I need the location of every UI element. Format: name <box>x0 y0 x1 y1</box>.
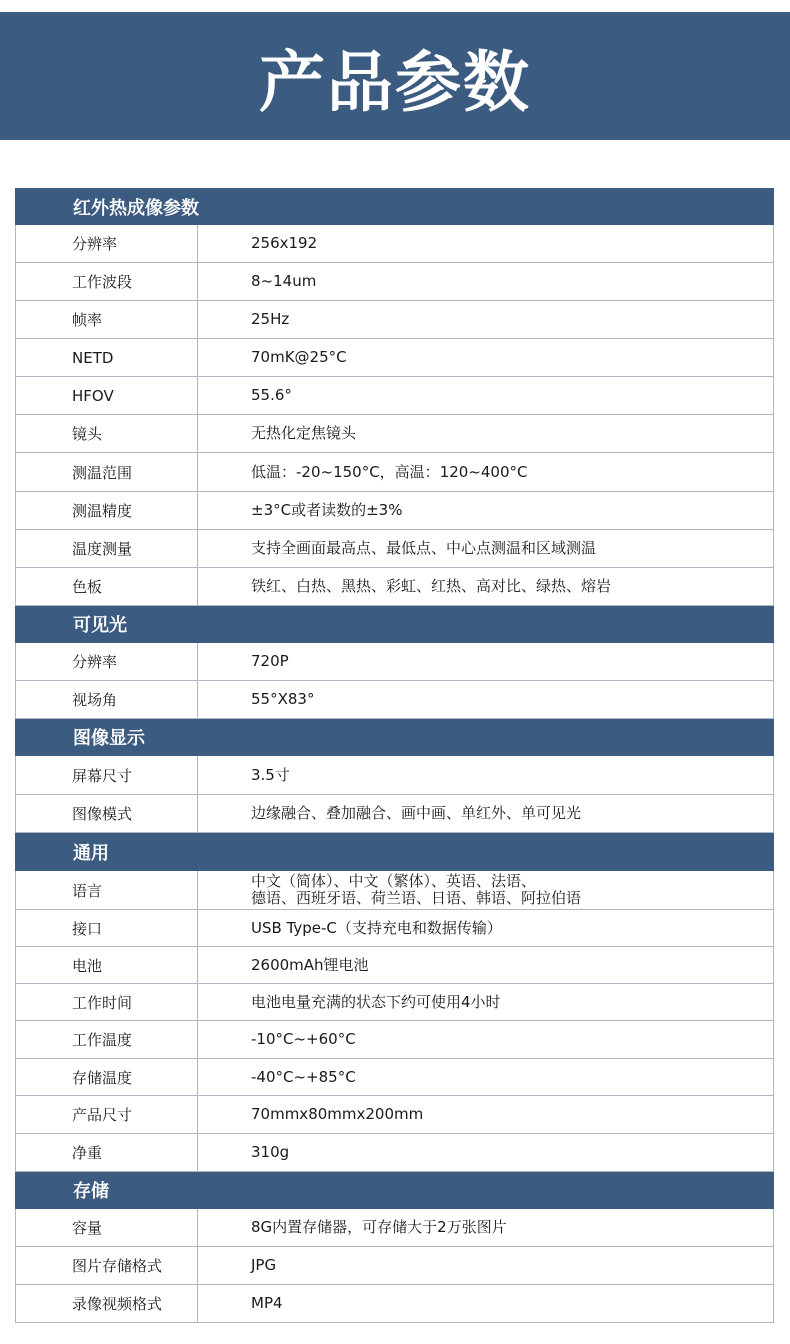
page-title: 产品参数 <box>259 43 531 121</box>
spec-label: 产品尺寸 <box>16 1096 198 1134</box>
spec-label: 温度测量 <box>16 530 198 568</box>
table-row <box>16 1247 774 1285</box>
spec-label: 工作时间 <box>16 984 198 1021</box>
spec-label: 色板 <box>16 568 198 606</box>
spec-value: JPG <box>198 1247 774 1285</box>
spec-value: 电池电量充满的状态下约可使用4小时 <box>198 984 774 1021</box>
spec-value <box>198 871 774 910</box>
spec-label: 工作温度 <box>16 1021 198 1059</box>
section-header <box>16 719 774 756</box>
section-header <box>16 1172 774 1209</box>
table-row <box>16 263 774 301</box>
spec-label: 语言 <box>16 871 198 910</box>
spec-label: 接口 <box>16 910 198 947</box>
spec-value: 铁红、白热、黑热、彩虹、红热、高对比、绿热、熔岩 <box>198 568 774 606</box>
spec-value: 55.6° <box>198 377 774 415</box>
table-row <box>16 1059 774 1096</box>
table-row <box>16 1285 774 1323</box>
section-header <box>16 189 774 225</box>
spec-label: 图像模式 <box>16 795 198 833</box>
spec-label: 图片存储格式 <box>16 1247 198 1285</box>
spec-value: 8G内置存储器，可存储大于2万张图片 <box>198 1209 774 1247</box>
spec-value: 25Hz <box>198 301 774 339</box>
table-row <box>16 301 774 339</box>
spec-value: 55°X83° <box>198 681 774 719</box>
spec-value: 低温：-20~150°C，高温：120~400°C <box>198 453 774 492</box>
spec-value: 边缘融合、叠加融合、画中画、单红外、单可见光 <box>198 795 774 833</box>
table-row <box>16 1134 774 1172</box>
spec-value: ±3°C或者读数的±3% <box>198 492 774 530</box>
spec-value: -40°C~+85°C <box>198 1059 774 1096</box>
table-row <box>16 453 774 492</box>
table-row <box>16 643 774 681</box>
table-row <box>16 681 774 719</box>
spec-value: 支持全画面最高点、最低点、中心点测温和区域测温 <box>198 530 774 568</box>
table-row <box>16 339 774 377</box>
table-row <box>16 530 774 568</box>
spec-label: 屏幕尺寸 <box>16 756 198 795</box>
table-row <box>16 1096 774 1134</box>
spec-label: 净重 <box>16 1134 198 1172</box>
spec-value: 70mmx80mmx200mm <box>198 1096 774 1134</box>
spec-label: 容量 <box>16 1209 198 1247</box>
section-header <box>16 833 774 871</box>
spec-value: 310g <box>198 1134 774 1172</box>
spec-value-line: 中文（简体）、中文（繁体）、英语、法语、 <box>251 872 537 890</box>
section-title: 红外热成像参数 <box>16 189 774 225</box>
section-title: 存储 <box>16 1172 774 1209</box>
spec-label: 分辨率 <box>16 643 198 681</box>
table-row <box>16 568 774 606</box>
spec-value: -10°C~+60°C <box>198 1021 774 1059</box>
table-row <box>16 377 774 415</box>
table-row <box>16 756 774 795</box>
table-row <box>16 910 774 947</box>
spec-label: 录像视频格式 <box>16 1285 198 1323</box>
spec-label: 测温范围 <box>16 453 198 492</box>
section-title: 通用 <box>16 833 774 871</box>
spec-label: 工作波段 <box>16 263 198 301</box>
spec-table <box>15 188 774 1323</box>
spec-label: 镜头 <box>16 415 198 453</box>
spec-value: 无热化定焦镜头 <box>198 415 774 453</box>
table-row <box>16 1209 774 1247</box>
spec-label: 存储温度 <box>16 1059 198 1096</box>
header-banner <box>0 12 790 140</box>
spec-label: 视场角 <box>16 681 198 719</box>
spec-label: 分辨率 <box>16 225 198 263</box>
spec-value: 2600mAh锂电池 <box>198 947 774 984</box>
spec-value: 720P <box>198 643 774 681</box>
spec-value: 3.5寸 <box>198 756 774 795</box>
section-title: 图像显示 <box>16 719 774 756</box>
spec-label: NETD <box>16 339 198 377</box>
spec-label: 帧率 <box>16 301 198 339</box>
table-row <box>16 795 774 833</box>
spec-label: HFOV <box>16 377 198 415</box>
table-row <box>16 871 774 910</box>
table-row <box>16 225 774 263</box>
spec-value: MP4 <box>198 1285 774 1323</box>
table-row <box>16 492 774 530</box>
spec-value: USB Type-C（支持充电和数据传输） <box>198 910 774 947</box>
spec-value: 256x192 <box>198 225 774 263</box>
table-row <box>16 947 774 984</box>
table-row <box>16 984 774 1021</box>
table-row <box>16 415 774 453</box>
section-title: 可见光 <box>16 606 774 643</box>
section-header <box>16 606 774 643</box>
spec-label: 测温精度 <box>16 492 198 530</box>
spec-value: 70mK@25°C <box>198 339 774 377</box>
spec-label: 电池 <box>16 947 198 984</box>
table-row <box>16 1021 774 1059</box>
spec-value-line: 德语、西班牙语、荷兰语、日语、韩语、阿拉伯语 <box>251 889 582 907</box>
spec-value: 8~14um <box>198 263 774 301</box>
